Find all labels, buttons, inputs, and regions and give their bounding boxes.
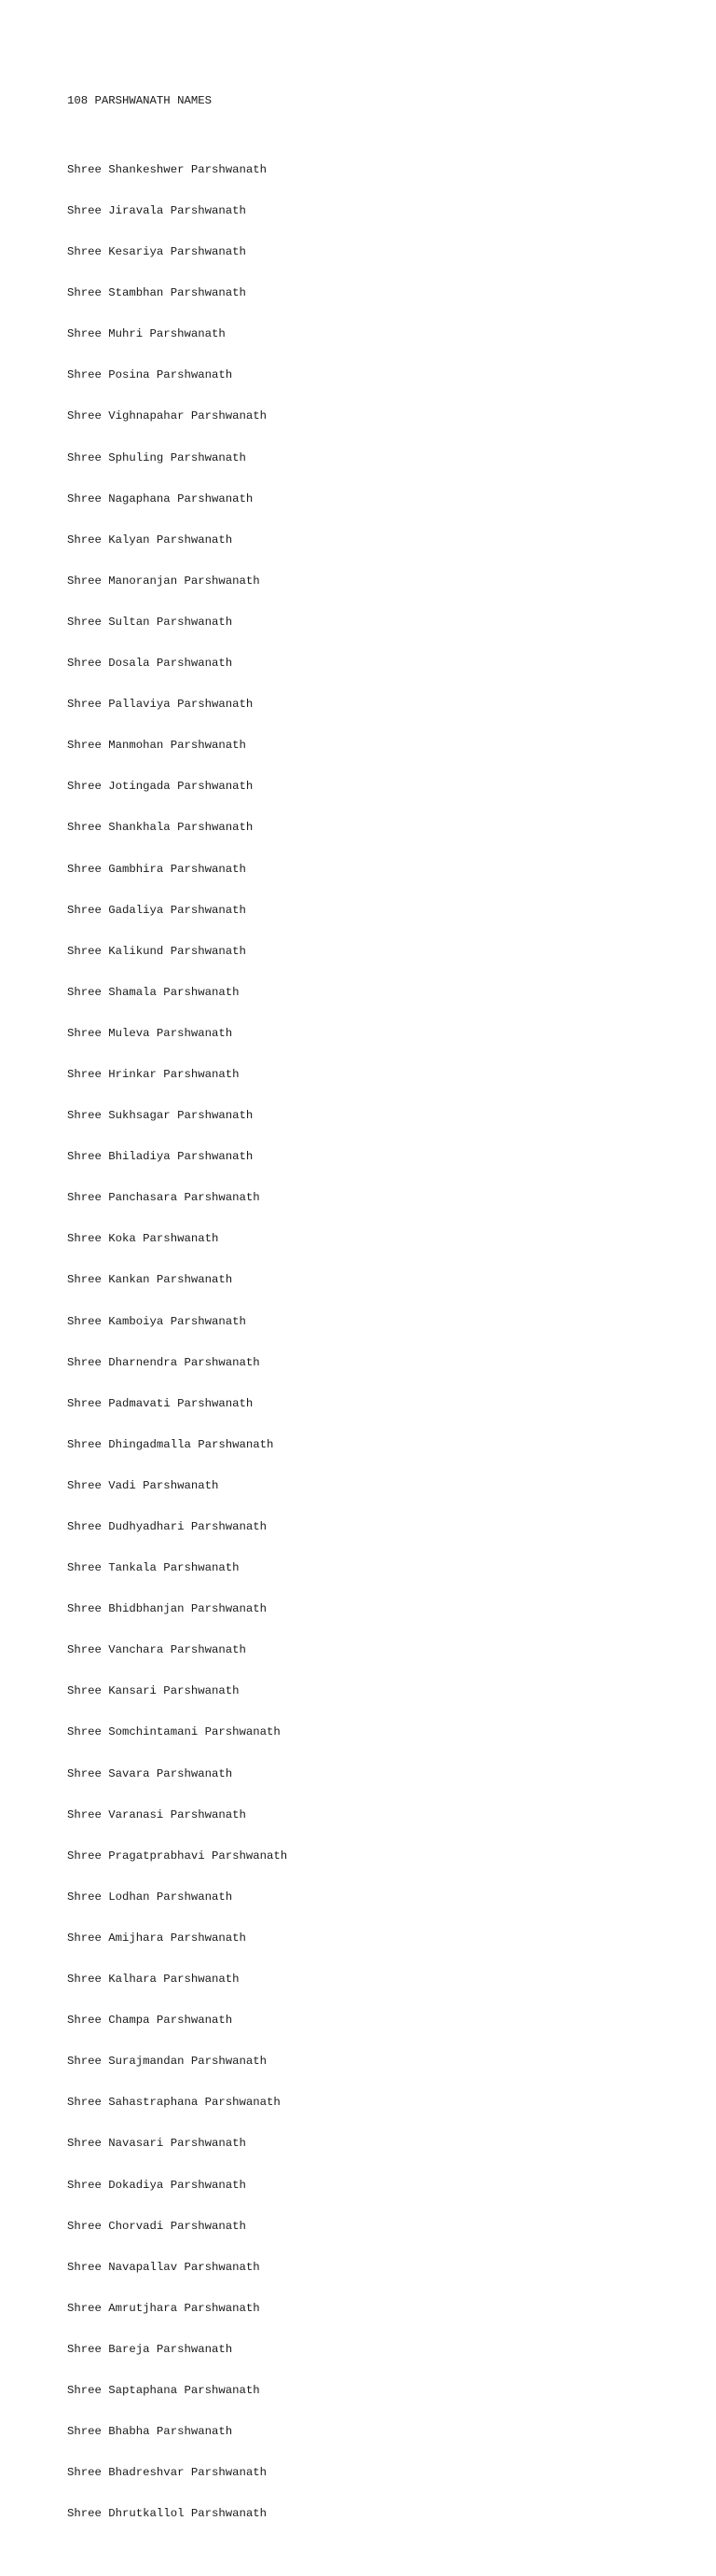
list-item: Shree Vanchara Parshwanath	[67, 1643, 246, 1657]
list-item: Shree Savara Parshwanath	[67, 1766, 233, 1780]
list-item: Shree Navasari Parshwanath	[67, 2137, 246, 2151]
list-item: Shree Posina Parshwanath	[67, 368, 233, 382]
list-item: Shree Sahastraphana Parshwanath	[67, 2096, 281, 2110]
list-item: Shree Shankhala Parshwanath	[67, 821, 254, 835]
list-item: Shree Champa Parshwanath	[67, 2014, 233, 2028]
list-item: Shree Gambhira Parshwanath	[67, 862, 246, 876]
list-item: Shree Navapallav Parshwanath	[67, 2260, 260, 2274]
list-item: Shree Sphuling Parshwanath	[67, 450, 246, 464]
list-item: Shree Bhabha Parshwanath	[67, 2425, 233, 2439]
list-item: Shree Hrinkar Parshwanath	[67, 1067, 240, 1081]
list-item: Shree Koka Parshwanath	[67, 1232, 219, 1246]
list-item: Shree Gadaliya Parshwanath	[67, 903, 246, 917]
list-item: Shree Kamboiya Parshwanath	[67, 1314, 246, 1328]
list-item: Shree Dharnendra Parshwanath	[67, 1355, 260, 1369]
list-item: Shree Pallaviya Parshwanath	[67, 698, 254, 712]
list-item: Shree Dhrutkallol Parshwanath	[67, 2507, 268, 2521]
list-item: Shree Varanasi Parshwanath	[67, 1807, 246, 1821]
list-item: Shree Bhiladiya Parshwanath	[67, 1150, 254, 1164]
list-item: Shree Sultan Parshwanath	[67, 615, 233, 629]
list-item: Shree Jiravala Parshwanath	[67, 204, 246, 217]
list-item: Shree Saptaphana Parshwanath	[67, 2383, 260, 2397]
list-item: Shree Kalikund Parshwanath	[67, 944, 246, 958]
document-title: 108 PARSHWANATH NAMES	[67, 94, 212, 108]
list-item: Shree Surajmandan Parshwanath	[67, 2055, 268, 2069]
list-item: Shree Nagaphana Parshwanath	[67, 492, 254, 506]
list-item: Shree Padmavati Parshwanath	[67, 1396, 254, 1410]
list-item: Shree Pragatprabhavi Parshwanath	[67, 1849, 288, 1863]
list-item: Shree Shamala Parshwanath	[67, 985, 240, 999]
list-item: Shree Panchasara Parshwanath	[67, 1191, 260, 1205]
list-item: Shree Kankan Parshwanath	[67, 1273, 233, 1287]
list-item: Shree Stambhan Parshwanath	[67, 286, 246, 300]
list-item: Shree Sukhsagar Parshwanath	[67, 1109, 254, 1123]
list-item: Shree Dudhyadhari Parshwanath	[67, 1520, 268, 1533]
names-list	[67, 136, 664, 2549]
list-item: Shree Bhidbhanjan Parshwanath	[67, 1602, 268, 1616]
list-item: Shree Chorvadi Parshwanath	[67, 2219, 246, 2233]
list-item: Shree Muleva Parshwanath	[67, 1026, 233, 1040]
list-item: Shree Amijhara Parshwanath	[67, 1931, 246, 1945]
list-item: Shree Somchintamani Parshwanath	[67, 1725, 281, 1739]
list-item: Shree Lodhan Parshwanath	[67, 1890, 233, 1904]
list-item: Shree Kalhara Parshwanath	[67, 1973, 240, 1987]
list-item: Shree Kalyan Parshwanath	[67, 533, 233, 547]
list-item: Shree Muhri Parshwanath	[67, 327, 226, 341]
list-item: Shree Vadi Parshwanath	[67, 1478, 219, 1492]
document-text	[67, 67, 664, 2576]
list-item: Shree Dosala Parshwanath	[67, 657, 233, 671]
list-item: Shree Jotingada Parshwanath	[67, 780, 254, 794]
list-item: Shree Kesariya Parshwanath	[67, 245, 246, 259]
list-item: Shree Manmohan Parshwanath	[67, 739, 246, 753]
list-item: Shree Dhingadmalla Parshwanath	[67, 1437, 274, 1451]
list-item: Shree Shankeshwer Parshwanath	[67, 162, 268, 176]
list-item: Shree Amrutjhara Parshwanath	[67, 2301, 260, 2315]
list-item: Shree Bhadreshvar Parshwanath	[67, 2466, 268, 2480]
list-item: Shree Manoranjan Parshwanath	[67, 574, 260, 588]
list-item: Shree Kansari Parshwanath	[67, 1684, 240, 1698]
list-item: Shree Tankala Parshwanath	[67, 1561, 240, 1575]
list-item: Shree Bareja Parshwanath	[67, 2342, 233, 2356]
list-item: Shree Dokadiya Parshwanath	[67, 2178, 246, 2192]
list-item: Shree Vighnapahar Parshwanath	[67, 409, 268, 423]
